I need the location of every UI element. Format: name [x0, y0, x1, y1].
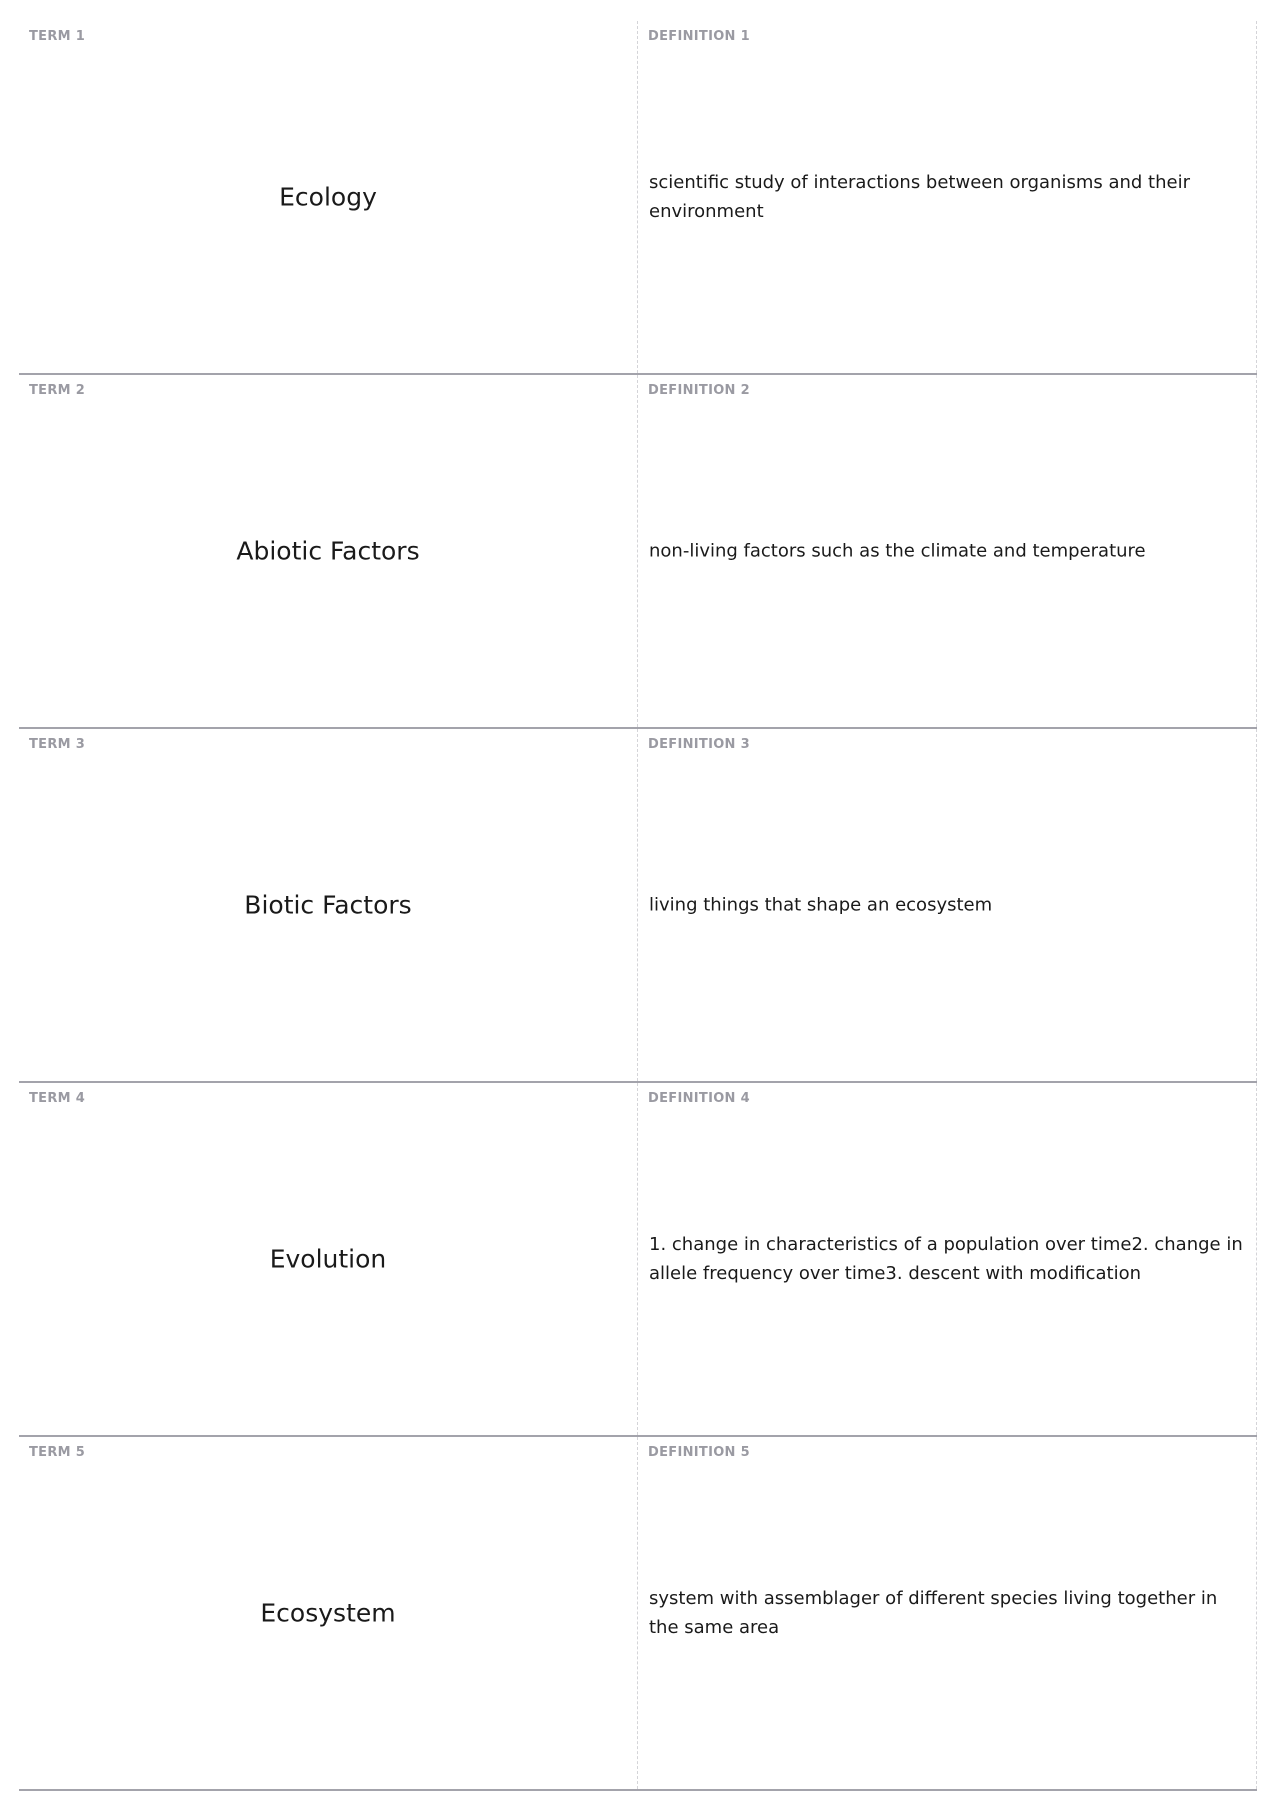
term-text: Evolution	[269, 1244, 387, 1274]
definition-label: DEFINITION 2	[648, 383, 750, 398]
term-cell	[19, 21, 638, 373]
flashcard-row	[19, 1437, 1257, 1791]
definition-cell	[638, 729, 1257, 1081]
term-text: Ecosystem	[260, 1598, 396, 1628]
term-text: Abiotic Factors	[236, 536, 420, 566]
definition-label: DEFINITION 1	[648, 29, 750, 44]
definition-cell	[638, 1437, 1257, 1789]
term-label: TERM 5	[29, 1445, 86, 1460]
term-cell	[19, 375, 638, 727]
flashcard-sheet	[19, 21, 1257, 1791]
definition-cell	[638, 21, 1257, 373]
flashcard-row	[19, 375, 1257, 729]
definition-text: scientific study of interactions between organisms and their environment	[649, 172, 1190, 222]
term-text: Biotic Factors	[244, 890, 412, 920]
term-cell	[19, 729, 638, 1081]
term-label: TERM 2	[29, 383, 86, 398]
definition-label: DEFINITION 4	[648, 1091, 750, 1106]
term-cell	[19, 1083, 638, 1435]
term-cell	[19, 1437, 638, 1789]
definition-text: living things that shape an ecosystem	[649, 894, 993, 916]
term-label: TERM 4	[29, 1091, 86, 1106]
flashcard-row	[19, 729, 1257, 1083]
term-text: Ecology	[279, 182, 377, 212]
definition-text: system with assemblager of different species living together in the same area	[649, 1588, 1218, 1638]
definition-cell	[638, 375, 1257, 727]
definition-text: 1. change in characteristics of a population over time2. change in allele frequency over time3. descent with modification	[649, 1234, 1243, 1284]
definition-label: DEFINITION 3	[648, 737, 750, 752]
definition-cell	[638, 1083, 1257, 1435]
flashcard-row	[19, 1083, 1257, 1437]
term-label: TERM 1	[29, 29, 86, 44]
term-label: TERM 3	[29, 737, 86, 752]
definition-text: non-living factors such as the climate and temperature	[649, 540, 1146, 562]
flashcard-row	[19, 21, 1257, 375]
definition-label: DEFINITION 5	[648, 1445, 750, 1460]
